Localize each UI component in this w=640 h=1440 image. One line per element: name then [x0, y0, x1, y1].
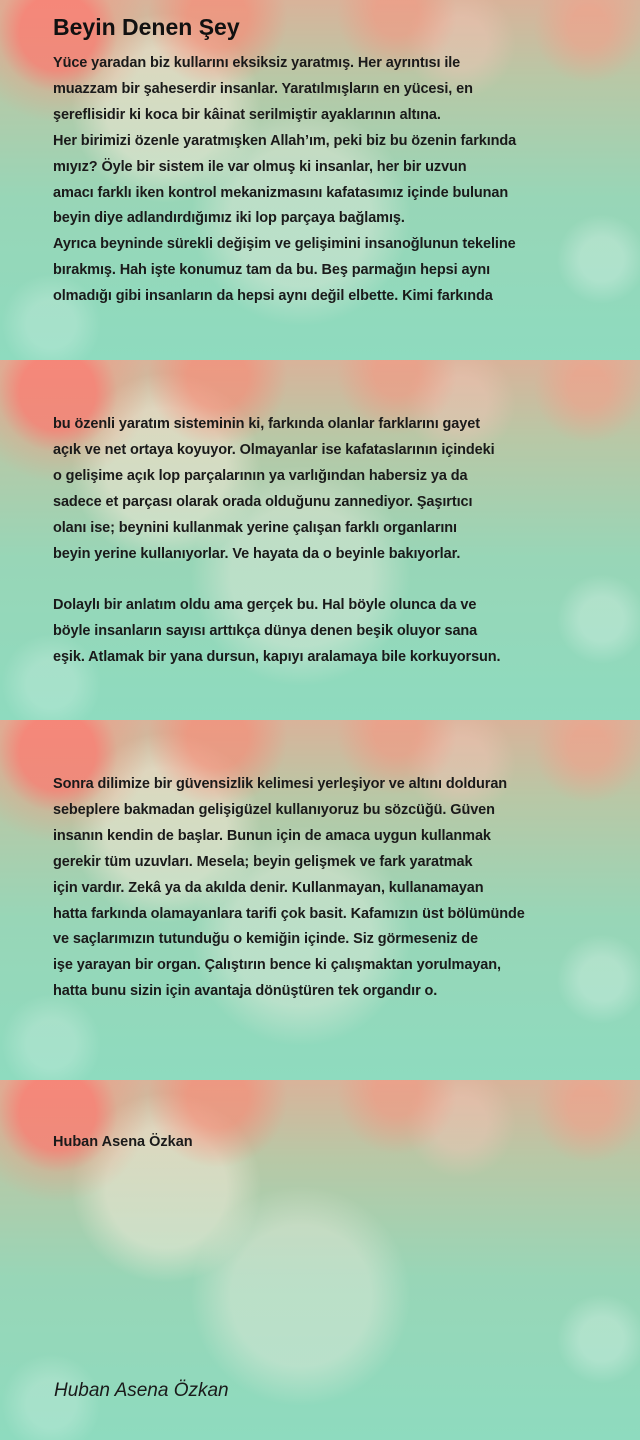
poem-text-part-3: Sonra dilimize bir güvensizlik kelimesi yerleşiyor ve altını dolduran sebeplere bakmadan gelişigüzel kullanıyoruz bu sözcüğü. Güven insanın kendin de başlar. Bunun için de amaca uygun kullanmak gerekir tüm uzuvları. Mesela; beyin gelişmek ve fark yaratmak için vardır. Zekâ ya da akılda denir. Kullanmayan, kullanamayan hatta farkında olamayanlara tarifi çok basit. Kafamızın üst bölümünde ve saçlarımızın tutunduğu o kemiğin içinde. Siz görmeseniz de işe yarayan bir organ. Çalıştırın bence ki çalışmaktan yorulmayan, hatta bunu sizin için avantaja dönüştüren tek organdır o. [53, 776, 525, 1000]
poem-panel-4 [0, 1080, 640, 1440]
poem-panel-2 [0, 360, 640, 720]
poem-panel-3 [0, 720, 640, 1080]
poem-text-part-1: Yüce yaradan biz kullarını eksiksiz yaratmış. Her ayrıntısı ile muazzam bir şaheserdir insanlar. Yaratılmışların en yücesi, en şereflisidir ki koca bir kâinat serilmiştir ayaklarının altına. Her birimizi özenle yaratmışken Allah’ım, peki biz bu özenin farkında mıyız? Öyle bir sistem ile var olmuş ki insanlar, her bir uzvun amacı farklı iken kontrol mekanizmasını kafatasımız içinde bulunan beyin diye adlandırdığımız iki lop parçaya bağlamış. Ayrıca beyninde sürekli değişim ve gelişimini insanoğlunun tekeline bırakmış. Hah işte konumuz tam da bu. Beş parmağın hepsi aynı olmadığı gibi insanların da hepsi aynı değil elbette. Kimi farkında [53, 55, 517, 305]
author-name: Huban Asena Özkan [53, 1134, 193, 1150]
poem-title: Beyin Denen Şey [53, 14, 240, 40]
poem-panel-1 [0, 0, 640, 360]
author-signature: Huban Asena Özkan [54, 1380, 229, 1401]
poem-text-part-2: bu özenli yaratım sisteminin ki, farkında olanlar farklarını gayet açık ve net ortaya koyuyor. Olmayanlar ise kafataslarının içindeki o gelişime açık lop parçalarının ya varlığından habersiz ya da sadece et parçası olarak orada olduğunu zannediyor. Şaşırtıcı olanı ise; beynini kullanmak yerine çalışan farklı organlarını beyin yerine kullanıyorlar. Ve hayata da o beyinle bakıyorlar. Dolaylı bir anlatım oldu ama gerçek bu. Hal böyle olunca da ve böyle insanların sayısı arttıkça dünya denen beşik oluyor sana eşik. Atlamak bir yana dursun, kapıyı aralamaya bile korkuyorsun. [53, 416, 501, 666]
